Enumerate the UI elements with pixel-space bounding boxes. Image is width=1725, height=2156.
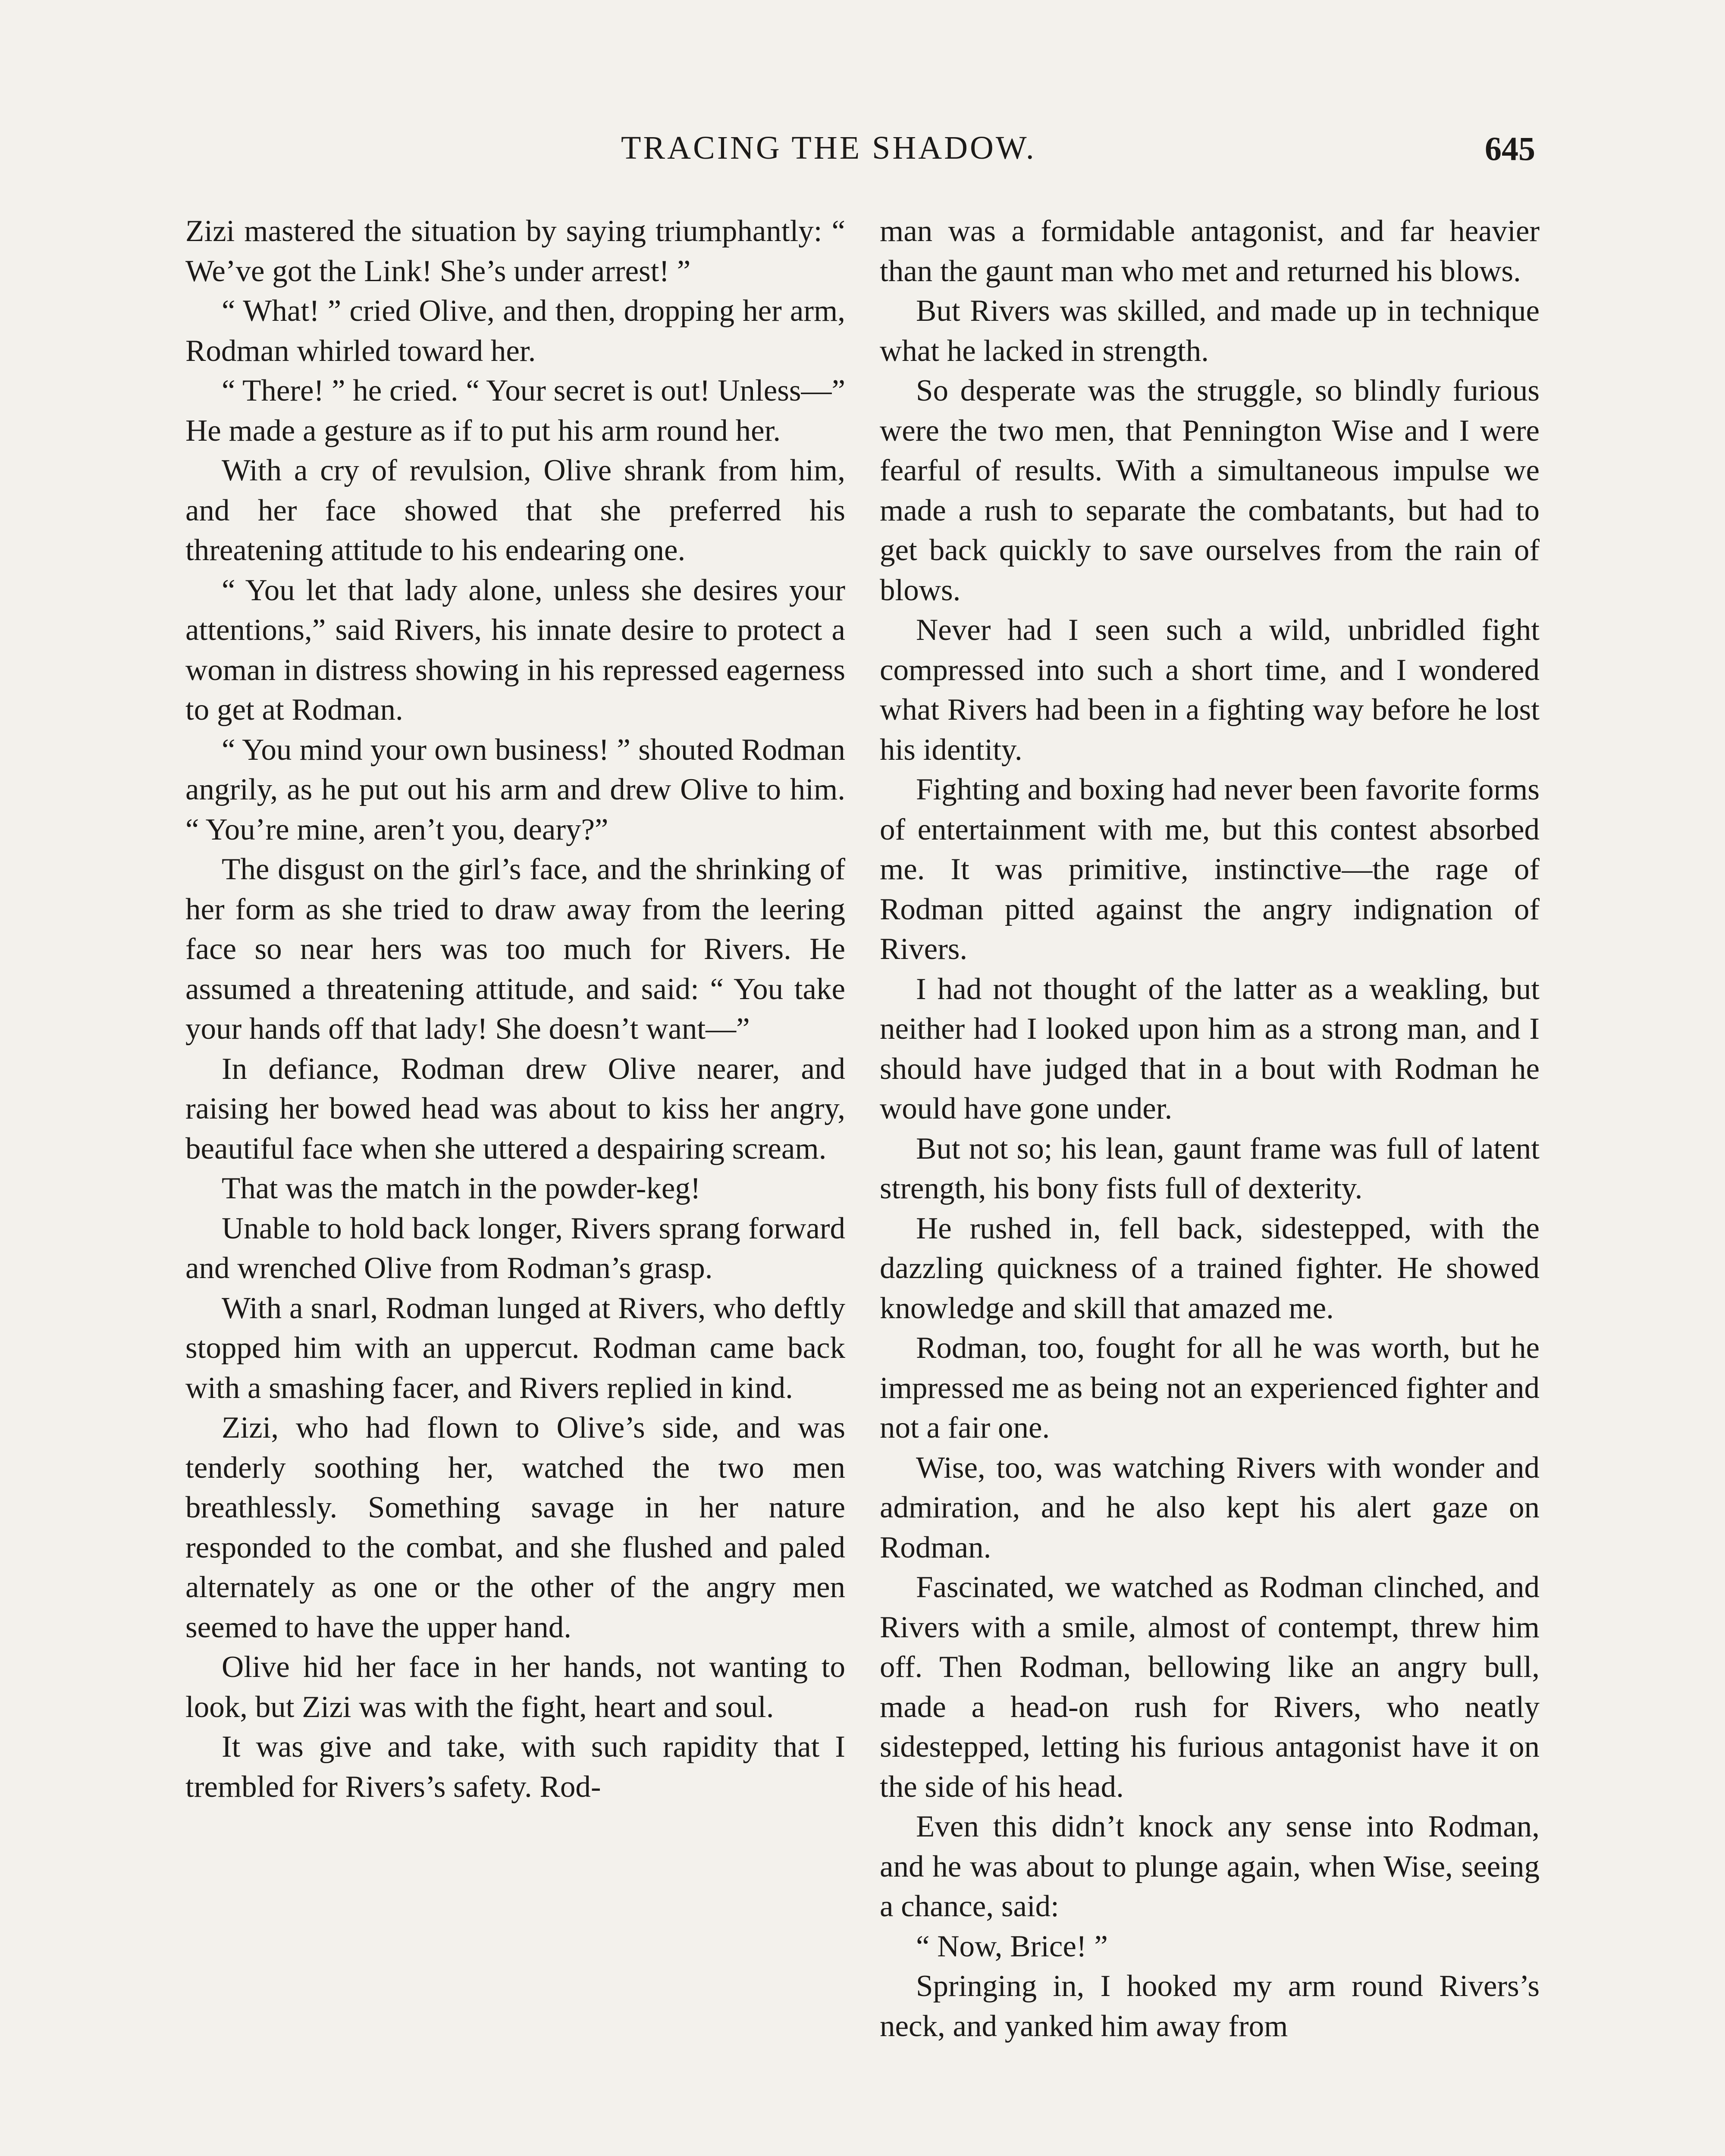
- paragraph: I had not thought of the latter as a weakling, but neither had I looked upon him as a strong man, and I should have judged that in a bout with Rodman he would have gone under.: [880, 972, 1540, 1125]
- paragraph: “ You let that lady alone, unless she desires your attentions,” said Rivers, his innate desire to protect a woman in distress showing in his repressed eagerness to get at Rodman.: [185, 573, 845, 727]
- running-title: TRACING THE SHADOW.: [621, 130, 1036, 166]
- paragraph: Fascinated, we watched as Rodman clinched, and Rivers with a smile, almost of contempt, threw him off. Then Rodman, bellowing like an angry bull, made a head-on rush for Rivers, who neatly sidestepped, letting his furious antagonist have it on the side of his head.: [880, 1570, 1540, 1804]
- paragraph: That was the match in the powder-keg!: [222, 1172, 701, 1205]
- paragraph: Wise, too, was watching Rivers with wonder and admiration, and he also kept his alert gaze on Rodman.: [880, 1451, 1540, 1564]
- paragraph: man was a formidable antagonist, and far heavier than the gaunt man who met and returned his blows.: [880, 214, 1540, 288]
- paragraph: Zizi mastered the situation by saying triumphantly: “ We’ve got the Link! She’s under arrest! ”: [185, 214, 845, 288]
- paragraph: With a snarl, Rodman lunged at Rivers, who deftly stopped him with an uppercut. Rodman came back with a smashing facer, and Rivers replied in kind.: [185, 1291, 845, 1405]
- paragraph: Olive hid her face in her hands, not wanting to look, but Zizi was with the fight, heart and soul.: [185, 1650, 845, 1724]
- paragraph: “ What! ” cried Olive, and then, dropping her arm, Rodman whirled toward her.: [185, 294, 845, 368]
- paragraph: With a cry of revulsion, Olive shrank from him, and her face showed that she preferred his threatening attitude to his endearing one.: [185, 454, 845, 567]
- page-number: 645: [1485, 130, 1535, 167]
- paragraph: Never had I seen such a wild, unbridled fight compressed into such a short time, and I wondered what Rivers had been in a fighting way before he lost his identity.: [880, 613, 1540, 767]
- paragraph: Rodman, too, fought for all he was worth, but he impressed me as being not an experienced fighter and not a fair one.: [880, 1331, 1540, 1445]
- paragraph: “ There! ” he cried. “ Your secret is out! Unless—” He made a gesture as if to put his arm round her.: [185, 374, 845, 448]
- left-column: [185, 211, 845, 1807]
- paragraph: Zizi, who had flown to Olive’s side, and was tenderly soothing her, watched the two men breathlessly. Something savage in her nature responded to the combat, and she flushed and paled alternately as one or the other of the angry men seemed to have the upper hand.: [185, 1411, 845, 1644]
- right-column: [880, 211, 1540, 2046]
- paragraph: Unable to hold back longer, Rivers sprang forward and wrenched Olive from Rodman’s grasp.: [185, 1211, 845, 1285]
- paragraph: He rushed in, fell back, sidestepped, with the dazzling quickness of a trained fighter. He showed knowledge and skill that amazed me.: [880, 1211, 1540, 1325]
- paragraph: “ You mind your own business! ” shouted Rodman angrily, as he put out his arm and drew Olive to him. “ You’re mine, aren’t you, deary?”: [185, 733, 845, 846]
- paragraph: So desperate was the struggle, so blindly furious were the two men, that Pennington Wise and I were fearful of results. With a simultaneous impulse we made a rush to separate the combatants, but had to get back quickly to save ourselves from the rain of blows.: [880, 374, 1540, 607]
- paragraph: Springing in, I hooked my arm round Rivers’s neck, and yanked him away from: [880, 1969, 1540, 2043]
- paragraph: “ Now, Brice! ”: [916, 1929, 1108, 1963]
- paragraph: It was give and take, with such rapidity that I trembled for Rivers’s safety. Rod-: [185, 1730, 845, 1804]
- paragraph: In defiance, Rodman drew Olive nearer, and raising her bowed head was about to kiss her angry, beautiful face when she uttered a despairing scream.: [185, 1052, 845, 1166]
- paragraph: Even this didn’t knock any sense into Rodman, and he was about to plunge again, when Wise, seeing a chance, said:: [880, 1810, 1540, 1923]
- paragraph: But Rivers was skilled, and made up in technique what he lacked in strength.: [880, 294, 1540, 368]
- paragraph: Fighting and boxing had never been favorite forms of entertainment with me, but this contest absorbed me. It was primitive, instinctive—the rage of Rodman pitted against the angry indignation of Rivers.: [880, 773, 1540, 966]
- paragraph: The disgust on the girl’s face, and the shrinking of her form as she tried to draw away from the leering face so near hers was too much for Rivers. He assumed a threatening attitude, and said: “ You take your hands off that lady! She doesn’t want—”: [185, 852, 845, 1046]
- page-header: [621, 129, 1535, 181]
- paragraph: But not so; his lean, gaunt frame was full of latent strength, his bony fists full of dexterity.: [880, 1131, 1540, 1205]
